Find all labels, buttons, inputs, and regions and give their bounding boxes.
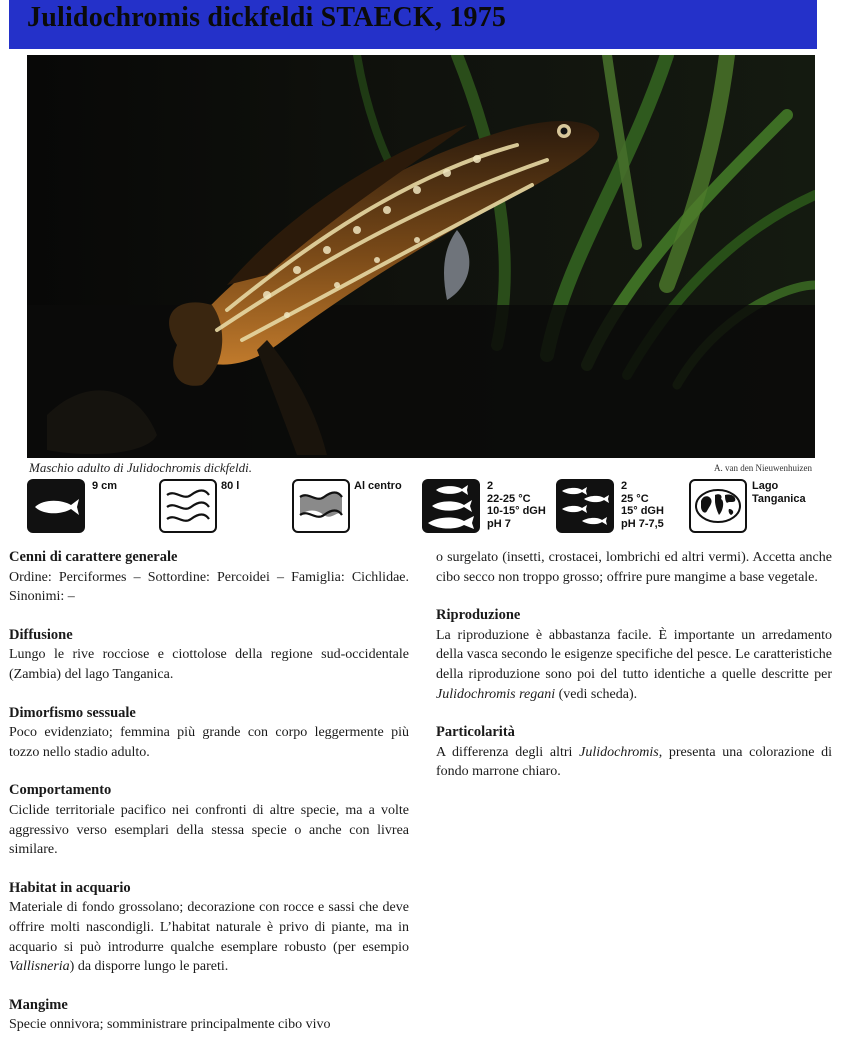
section-heading: Comportamento [9,782,112,799]
section-text: Poco evidenziato; femmina più grande con corpo leggermente più tozzo nello stadio adulto. [9,725,409,760]
size-value: 9 cm [92,480,118,492]
page-title: Julidochromis dickfeldi STAECK, 1975 [27,2,507,33]
breeding-fish-icon [556,479,614,533]
fish-illustration [27,55,815,458]
breeding-hardness: 15° dGH [621,505,664,517]
italic-term: Vallisneria [9,959,70,975]
section-comportamento [9,781,409,859]
text-part: A differenza degli altri [436,744,580,760]
section-heading: Mangime [9,996,68,1013]
section-heading: Particolarità [436,724,515,741]
section-text [9,898,409,976]
breeding-temperature: 25 °C [621,492,649,505]
text-part: ) da disporre lungo le pareti. [69,959,229,975]
world-map-icon [689,479,747,533]
section-heading: Dimorfismo sessuale [9,704,136,721]
section-heading: Cenni di carattere generale [9,549,178,565]
breeding-ph: pH 7-7,5 [621,517,664,530]
origin-line-1: Lago [752,480,779,492]
aquarium-volume-icon [159,479,217,533]
fish-photo [27,55,815,458]
text-part: La riproduzione è abbastanza facile. È importante un arredamento della vasca secondo le esigenze specifiche del pesce. Le caratteristiche della riproduzione sono poi del tutto identiche a quelle descritte per [436,627,832,682]
section-heading: Diffusione [9,626,73,643]
section-text [436,626,832,704]
photo-credit: A. van den Nieuwenhuizen [714,463,812,473]
breeding-count: 2 [621,480,628,492]
section-heading: Riproduzione [436,607,521,624]
italic-term: Julidochromis regani [436,686,556,702]
origin-label [752,480,806,505]
tank-value: 80 l [221,480,240,492]
group-water-params [487,480,546,530]
group-hardness: 10-15° dGH [487,505,546,517]
section-mangime [9,996,409,1035]
zone-value: Al centro [354,480,402,492]
section-text: Specie onnivora; somministrare principalmente cibo vivo [9,1017,331,1033]
section-heading: Habitat in acquario [9,879,131,896]
italic-term: Julidochromis [579,744,659,760]
section-riproduzione [436,606,832,704]
text-part: (vedi scheda). [555,686,638,702]
left-text-column [9,548,409,1054]
section-particolarita [436,723,832,782]
group-temperature: 22-25 °C [487,492,531,505]
fish-size-icon [27,479,85,533]
section-text: Ciclide territoriale pacifico nei confronti di altre specie, ma a volte aggressivo verso esemplari della stessa specie o anche con livrea similare. [9,802,409,858]
section-text [436,743,832,782]
section-text: Lungo le rive rocciose e ciottolose della regione sud-occidentale (Zambia) del lago Tanganica. [9,647,409,682]
section-dimorfismo [9,704,409,763]
group-count: 2 [487,480,494,492]
title-banner [9,0,817,49]
group-ph: pH 7 [487,517,511,530]
origin-line-2: Tanganica [752,492,806,505]
section-diffusione [9,626,409,685]
section-habitat [9,879,409,977]
section-text: Ordine: Perciformes – Sottordine: Percoidei – Famiglia: Cichlidae. Sinonimi: – [9,569,409,605]
fish-group-icon [422,479,480,533]
text-part: , presenta una colorazione di fondo marrone chiaro. [436,744,832,780]
photo-caption: Maschio adulto di Julidochromis dickfeldi. [29,460,253,475]
right-text-column [436,548,832,801]
section-cenni [9,548,409,607]
water-zone-icon [292,479,350,533]
mangime-continuation: o surgelato (insetti, crostacei, lombrichi ed altri vermi). Accetta anche cibo secco non troppo grosso; offrire pure mangime a base vegetale. [436,550,832,585]
text-part: Materiale di fondo grossolano; decorazione con rocce e sassi che deve offrire molti nascondigli. L’habitat naturale è privo di piante, ma in acquario si può introdurre qualche esemplare robusto (per esempio [9,900,409,955]
breeding-water-params [621,480,664,530]
